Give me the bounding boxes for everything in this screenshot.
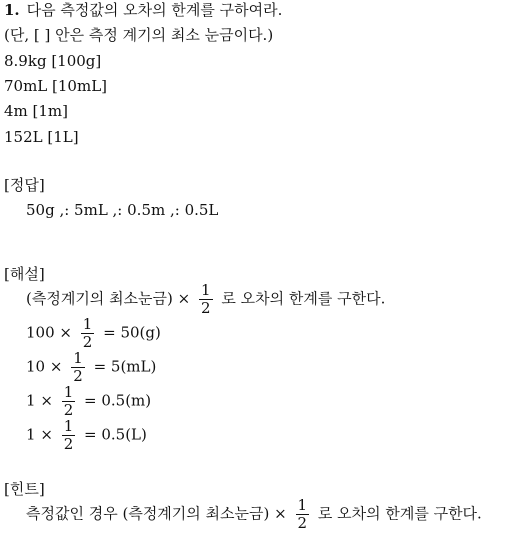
hint-formula-post: 로 오차의 한계를 구한다.	[317, 504, 482, 523]
problem-number: 1.	[4, 1, 20, 19]
fraction-numerator: 1	[73, 349, 83, 367]
times-sign: ×	[274, 504, 287, 523]
fraction-denominator: 2	[297, 514, 308, 532]
explanation-heading: [해설]	[4, 265, 45, 283]
half-fraction	[81, 316, 95, 351]
fraction-numerator: 1	[201, 281, 211, 299]
calc-step	[26, 384, 151, 419]
problem-question-text: 다음 측정값의 오차의 한계를 구하여라.	[26, 1, 283, 19]
step-right: = 0.5(L)	[84, 425, 147, 444]
half-fraction	[199, 282, 213, 317]
formula-post: 로 오차의 한계를 구한다.	[221, 289, 386, 308]
fraction-denominator: 2	[63, 401, 74, 419]
formula-pre: (측정계기의 최소눈금)	[26, 289, 173, 308]
problem-item: 70mL [10mL]	[4, 77, 108, 95]
half-fraction	[62, 418, 76, 453]
fraction-numerator: 1	[82, 315, 93, 333]
step-right: = 50(g)	[103, 323, 161, 342]
fraction-denominator: 2	[73, 367, 83, 385]
problem-item: 8.9kg [100g]	[4, 52, 102, 70]
fraction-denominator: 2	[63, 435, 74, 453]
times-sign: ×	[40, 391, 53, 410]
hint-formula	[26, 497, 482, 532]
fraction-numerator: 1	[297, 496, 308, 514]
step-left: 1	[26, 425, 36, 444]
step-right: = 0.5(m)	[84, 391, 152, 410]
times-sign: ×	[59, 323, 72, 342]
calc-step	[26, 350, 156, 385]
half-fraction	[71, 350, 85, 385]
fraction-numerator: 1	[63, 417, 74, 435]
step-left: 1	[26, 391, 36, 410]
step-left: 100	[26, 323, 55, 342]
problem-item: 4m [1m]	[4, 102, 69, 120]
calc-step	[26, 316, 161, 351]
step-right: = 5(mL)	[93, 357, 157, 376]
problem-item: 152L [1L]	[4, 128, 79, 146]
half-fraction	[62, 384, 76, 419]
problem-note: (단, [ ] 안은 측정 계기의 최소 눈금이다.)	[4, 26, 274, 44]
explanation-formula	[26, 282, 385, 317]
fraction-denominator: 2	[82, 333, 93, 351]
times-sign: ×	[40, 425, 53, 444]
answer-text: 50g ,: 5mL ,: 0.5m ,: 0.5L	[26, 201, 219, 219]
half-fraction	[296, 497, 310, 532]
hint-formula-pre: 측정값인 경우 (측정계기의 최소눈금)	[26, 504, 270, 523]
fraction-denominator: 2	[201, 299, 211, 317]
fraction-numerator: 1	[63, 383, 74, 401]
hint-heading: [힌트]	[4, 480, 45, 498]
times-sign: ×	[49, 357, 63, 376]
problem-question	[4, 0, 282, 20]
answer-heading: [정답]	[4, 176, 45, 194]
calc-step	[26, 418, 147, 453]
times-sign: ×	[177, 289, 191, 308]
step-left: 10	[26, 357, 46, 376]
